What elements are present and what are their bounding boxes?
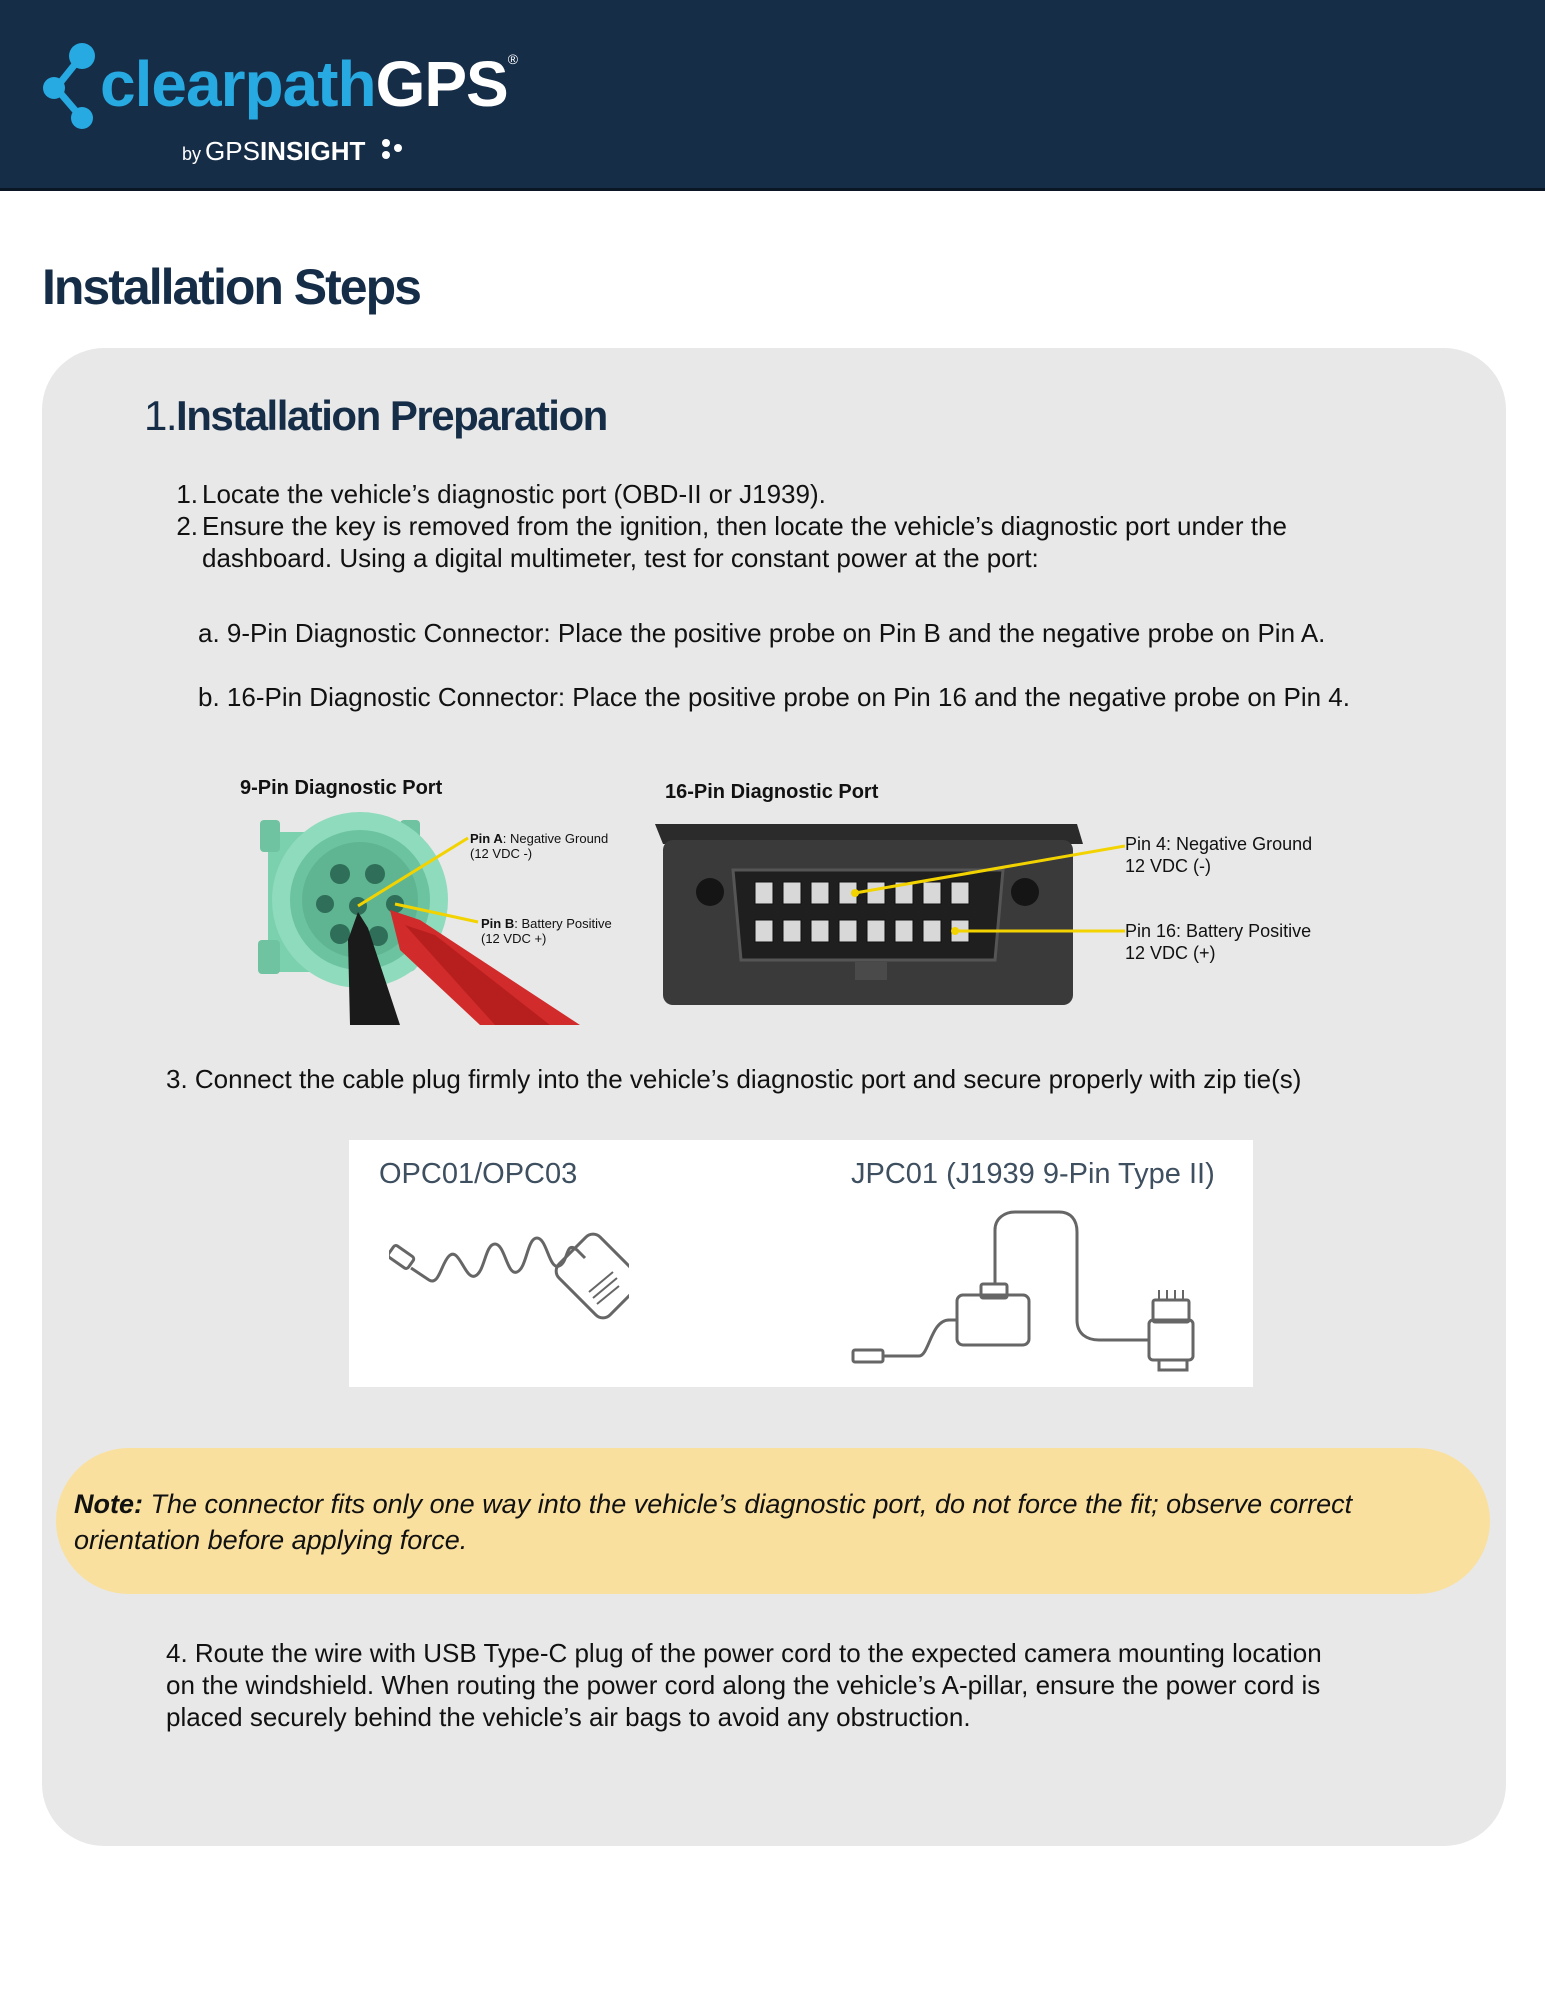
cables-figure: [349, 1140, 1253, 1387]
jpc-cable-title: JPC01 (J1939 9-Pin Type II): [851, 1158, 1215, 1190]
pin-a-label: Pin A: Negative Ground (12 VDC -): [470, 831, 609, 861]
sixteen-pin-port-image: [655, 820, 1125, 1010]
insight-dots-icon: [380, 138, 404, 160]
jpc-cable-drawing: [849, 1210, 1229, 1375]
network-nodes-icon: [42, 40, 102, 130]
pin-b-label: Pin B: Battery Positive (12 VDC +): [481, 916, 612, 946]
opc-cable-drawing: [389, 1210, 629, 1360]
brand-logo: clearpathGPS®: [100, 48, 518, 120]
step-2: 2. Ensure the key is removed from the ignition, then locate the vehicle’s diagnostic port under the: [176, 511, 1287, 541]
sixteen-pin-title: 16-Pin Diagnostic Port: [665, 781, 879, 803]
step-1: 1. Locate the vehicle’s diagnostic port (OBD-II or J1939).: [176, 479, 826, 509]
section-heading: 1.Installation Preparation: [144, 392, 607, 439]
step-4-line-3: placed securely behind the vehicle’s air bags to avoid any obstruction.: [166, 1702, 971, 1732]
page-header: [0, 0, 1545, 191]
step-4-line-2: on the windshield. When routing the power cord along the vehicle’s A-pillar, ensure the power cord is: [166, 1670, 1321, 1700]
note-callout: [56, 1448, 1490, 1594]
brand-byline: by GPSINSIGHT: [182, 136, 366, 166]
step-2a: a. 9-Pin Diagnostic Connector: Place the positive probe on Pin B and the negative probe on Pin A.: [198, 618, 1326, 648]
step-2b: b. 16-Pin Diagnostic Connector: Place the positive probe on Pin 16 and the negative probe on Pin 4.: [198, 682, 1350, 712]
note-text: Note: The connector fits only one way into the vehicle’s diagnostic port, do not force the fit; observe correct orientation before applying force.: [74, 1489, 1353, 1555]
step-4-line-1: 4. Route the wire with USB Type-C plug of the power cord to the expected camera mounting location: [166, 1638, 1322, 1668]
step-3: 3. Connect the cable plug firmly into the vehicle’s diagnostic port and secure properly with zip tie(s): [166, 1064, 1302, 1094]
pin-16-label: Pin 16: Battery Positive 12 VDC (+): [1125, 921, 1312, 963]
pin-4-label: Pin 4: Negative Ground 12 VDC (-): [1125, 834, 1313, 876]
nine-pin-title: 9-Pin Diagnostic Port: [240, 777, 443, 799]
page-title: Installation Steps: [42, 259, 420, 315]
opc-cable-title: OPC01/OPC03: [379, 1158, 578, 1190]
step-2-continued: dashboard. Using a digital multimeter, test for constant power at the port:: [202, 543, 1039, 573]
